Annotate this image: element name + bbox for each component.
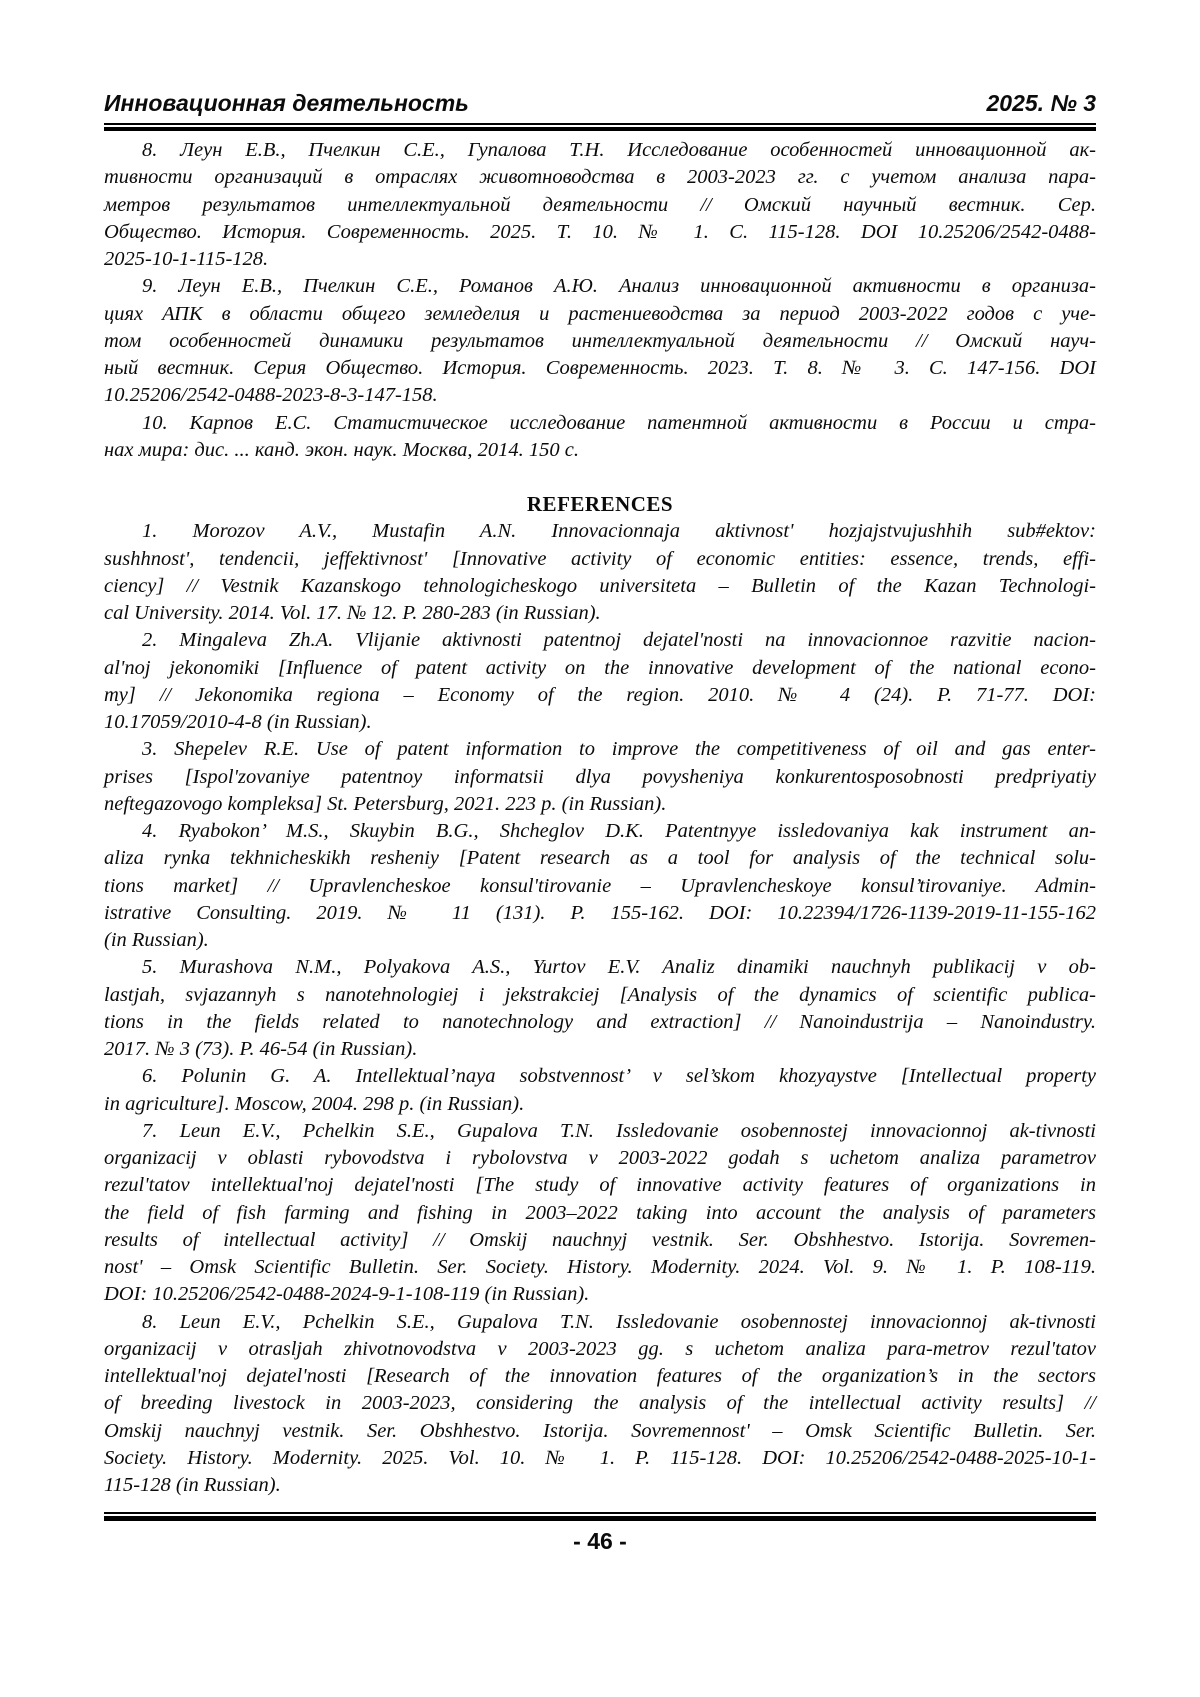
text-line: 2025-10-1-115-128. [104, 248, 269, 270]
text-line: 2017. № 3 (73). P. 46-54 (in Russian). [104, 1038, 418, 1060]
text-line: organizacij v oblasti rybovodstva i rybolovstva v 2003-2022 godah s uchetom analiza parametrov [104, 1147, 1096, 1169]
text-line: 8. Леун Е.В., Пчелкин С.Е., Гупалова Т.Н. Исследование особенностей инновационной ак- [142, 139, 1096, 161]
text-line: 7. Leun E.V., Pchelkin S.E., Gupalova T.N. Issledovanie osobennostej innovacionnoj ak-tivnosti [142, 1119, 1096, 1142]
footer-divider [104, 1512, 1096, 1521]
text-line: the field of fish farming and fishing in 2003–2022 taking into account the analysis of parameters [104, 1201, 1096, 1224]
text-line: ciency] // Vestnik Kazanskogo tehnologicheskogo universiteta – Bulletin of the Kazan Technologi- [104, 574, 1096, 597]
bibliography-entry [104, 137, 1096, 273]
header-divider-thick-line [104, 127, 1096, 131]
references-heading: REFERENCES [526, 492, 674, 516]
text-line: 6. Polunin G. A. Intellektual’naya sobstvennost’ v sel’skom khozyaystve [Intellectual property [142, 1065, 1096, 1088]
text-line: метров результатов интеллектуальной деятельности // Омский научный вестник. Сер. [104, 193, 1096, 216]
russian-bibliography-section [104, 137, 1096, 464]
text-line: нах мира: дис. ... канд. экон. наук. Москва, 2014. 150 с. [104, 438, 579, 461]
text-line: тивности организаций в отраслях животноводства в 2003-2023 гг. с учетом анализа пара- [104, 166, 1096, 189]
text-line: my] // Jekonomika regiona – Economy of the region. 2010. № 4 (24). P. 71-77. DOI: [104, 683, 1096, 706]
text-line: том особенностей динамики результатов интеллектуальной деятельности // Омский науч- [104, 329, 1096, 352]
text-line: 2. Mingaleva Zh.A. Vlijanie aktivnosti patentnoj dejatel'nosti na innovacionnoe razvitie nacion- [142, 629, 1096, 652]
references-section [104, 518, 1096, 1499]
text-line: intellektual'noj dejatel'nosti [Research of the innovation features of the organization’s in the sectors [104, 1365, 1096, 1387]
reference-entry [104, 736, 1096, 818]
page-content [104, 0, 1096, 1555]
text-line: Общество. История. Современность. 2025. Т. 10. № 1. С. 115-128. DOI 10.25206/2542-0488- [104, 220, 1096, 243]
bibliography-entry [104, 410, 1096, 465]
text-line: (in Russian). [104, 929, 209, 951]
text-line: циях АПК в области общего земледелия и растениеводства за период 2003-2022 годов с уче- [104, 302, 1096, 325]
text-line: 1. Morozov A.V., Mustafin A.N. Innovacionnaja aktivnost' hozjajstvujushhih sub#ektov: [142, 520, 1096, 543]
text-line: cal University. 2014. Vol. 17. № 12. P. 280-283 (in Russian). [104, 602, 601, 624]
text-line: 5. Murashova N.M., Polyakova A.S., Yurtov E.V. Analiz dinamiki nauchnyh publikacij v ob- [142, 956, 1096, 979]
text-line: DOI: 10.25206/2542-0488-2024-9-1-108-119 (in Russian). [104, 1283, 590, 1306]
text-line: Society. History. Modernity. 2025. Vol. 10. № 1. P. 115-128. DOI: 10.25206/2542-0488-2025-10-1- [104, 1446, 1096, 1469]
text-line: 4. Ryabokon’ M.S., Skuybin B.G., Shcheglov D.K. Patentnyye issledovaniya kak instrument an- [142, 820, 1096, 842]
journal-section-title: Инновационная деятельность [104, 90, 469, 116]
text-line: neftegazovogo kompleksa] St. Petersburg, 2021. 223 p. (in Russian). [104, 792, 667, 815]
text-line: 115-128 (in Russian). [104, 1474, 281, 1496]
text-line: aliza rynka tekhnicheskikh resheniy [Patent research as a tool for analysis of the technical solu- [104, 847, 1096, 870]
text-line: 8. Leun E.V., Pchelkin S.E., Gupalova T.N. Issledovanie osobennostej innovacionnoj ak-tivnosti [142, 1310, 1096, 1333]
page-number: - 46 - [573, 1528, 627, 1555]
text-line: ный вестник. Серия Общество. История. Современность. 2023. Т. 8. № 3. С. 147-156. DOI [104, 357, 1096, 379]
text-line: lastjah, svjazannyh s nanotehnologiej i jekstrakciej [Analysis of the dynamics of scientific publica- [104, 983, 1096, 1006]
reference-entry [104, 1118, 1096, 1309]
text-line: 9. Леун Е.В., Пчелкин С.Е., Романов А.Ю. Анализ инновационной активности в организа- [142, 275, 1096, 298]
running-header [104, 90, 1096, 116]
text-line: 10. Карпов Е.С. Статистическое исследование патентной активности в России и стра- [142, 411, 1096, 434]
text-line: results of intellectual activity] // Omskij nauchnyj vestnik. Ser. Obshhestvo. Istorija. Sovremen- [104, 1228, 1096, 1251]
reference-entry [104, 627, 1096, 736]
reference-entry [104, 1309, 1096, 1500]
text-line: of breeding livestock in 2003-2023, considering the analysis of the intellectual activity results] // [104, 1392, 1096, 1415]
text-line: in agriculture]. Moscow, 2004. 298 p. (in Russian). [104, 1092, 525, 1115]
text-line: tions in the fields related to nanotechnology and extraction] // Nanoindustrija – Nanoindustry. [104, 1010, 1096, 1033]
text-line: prises [Ispol'zovaniye patentnoy informatsii dlya povysheniya konkurentosposobnosti predpriyatiy [104, 765, 1096, 788]
page-body-text [104, 137, 1096, 1499]
text-line: tions market] // Upravlencheskoe konsul'tirovanie – Upravlencheskoye konsul’tirovaniye. Admin- [104, 874, 1096, 897]
text-line: al'noj jekonomiki [Influence of patent activity on the innovative development of the national econo- [104, 656, 1096, 679]
text-line: nost' – Omsk Scientific Bulletin. Ser. Society. History. Modernity. 2024. Vol. 9. № 1. P. 108-119. [104, 1256, 1096, 1278]
text-line: rezul'tatov intellektual'noj dejatel'nosti [The study of innovative activity features of organizations in [104, 1174, 1096, 1197]
text-line: 10.25206/2542-0488-2023-8-3-147-158. [104, 384, 438, 407]
footer-divider-thick-line [104, 1516, 1096, 1521]
text-line: Omskij nauchnyj vestnik. Ser. Obshhestvo. Istorija. Sovremennost' – Omsk Scientific Bulletin. Ser. [104, 1419, 1096, 1442]
text-line: 10.17059/2010-4-8 (in Russian). [104, 711, 372, 733]
reference-entry [104, 1063, 1096, 1118]
bibliography-entry [104, 273, 1096, 409]
text-line: 3. Shepelev R.E. Use of patent information to improve the competitiveness of oil and gas enter- [142, 738, 1096, 761]
issue-number: 2025. № 3 [986, 90, 1096, 116]
text-line: istrative Consulting. 2019. № 11 (131). P. 155-162. DOI: 10.22394/1726-1139-2019-11-155-162 [104, 901, 1096, 924]
text-line: organizacij v otrasljah zhivotnovodstva v 2003-2023 gg. s uchetom analiza para-metrov rezul'tatov [104, 1337, 1096, 1360]
header-divider [104, 123, 1096, 131]
reference-entry [104, 518, 1096, 627]
reference-entry [104, 818, 1096, 954]
reference-entry [104, 954, 1096, 1063]
text-line: sushhnost', tendencii, jeffektivnost' [Innovative activity of economic entities: essence, trends, effi- [104, 547, 1096, 570]
